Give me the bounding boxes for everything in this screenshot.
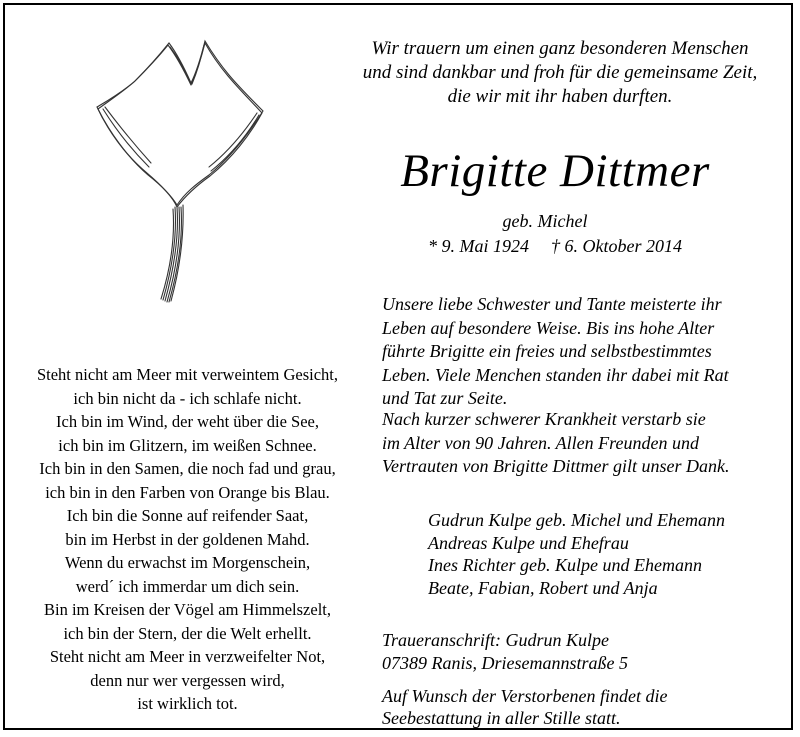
poem-line: denn nur wer vergessen wird, — [90, 670, 285, 690]
paragraph-line: Unsere liebe Schwester und Tante meisterte ihr — [382, 294, 722, 314]
paragraph-life — [382, 293, 729, 411]
life-dates — [345, 234, 765, 258]
death-date: † 6. Oktober 2014 — [551, 236, 682, 256]
family-list — [428, 509, 725, 599]
intro-line: und sind dankbar und froh für die gemeinsame Zeit, — [362, 62, 758, 83]
paragraph-line: Nach kurzer schwerer Krankheit verstarb sie — [382, 409, 706, 429]
birth-date: * 9. Mai 1924 — [428, 236, 529, 256]
poem-line: ich bin nicht da - ich schlafe nicht. — [73, 388, 302, 408]
mourning-address — [382, 629, 628, 675]
paragraph-line: und Tat zur Seite. — [382, 388, 508, 408]
address-line: 07389 Ranis, Driesemannstraße 5 — [382, 653, 628, 673]
poem — [10, 363, 365, 716]
paragraph-line: Leben. Viele Menchen standen ihr dabei mit Rat — [382, 364, 729, 385]
notice-line: Auf Wunsch der Verstorbenen findet die — [382, 686, 668, 706]
intro-line: die wir mit ihr haben durften. — [447, 86, 673, 107]
ginkgo-leaf-icon — [91, 25, 267, 305]
family-member: Gudrun Kulpe geb. Michel und Ehemann — [428, 510, 725, 530]
intro-line: Wir trauern um einen ganz besonderen Menschen — [371, 38, 749, 59]
poem-line: Ich bin im Wind, der weht über die See, — [56, 412, 319, 431]
poem-line: bin im Herbst in der goldenen Mahd. — [65, 529, 310, 549]
intro-text — [345, 37, 775, 109]
obituary-frame — [3, 3, 793, 730]
poem-line: ich bin in den Farben von Orange bis Blau. — [45, 482, 330, 502]
family-member: Ines Richter geb. Kulpe und Ehemann — [428, 555, 702, 575]
birth-name: geb. Michel — [502, 211, 588, 231]
poem-line: Steht nicht am Meer in verzweifelter Not, — [49, 647, 326, 666]
poem-line: Bin im Kreisen der Vögel am Himmelszelt, — [43, 600, 331, 619]
poem-line: Wenn du erwachst im Morgenschein, — [64, 553, 311, 572]
paragraph-line: Vertrauten von Brigitte Dittmer gilt unser Dank. — [382, 456, 730, 476]
paragraph-line: Leben auf besondere Weise. Bis ins hohe Alter — [382, 317, 715, 338]
poem-line: Ich bin die Sonne auf reifender Saat, — [66, 506, 309, 525]
family-member: Beate, Fabian, Robert und Anja — [428, 577, 658, 598]
notice-line: Seebestattung in aller Stille statt. — [382, 708, 621, 728]
poem-line: Ich bin in den Samen, die noch fad und grau, — [39, 459, 336, 478]
poem-line: ich bin im Glitzern, im weißen Schnee. — [58, 435, 317, 455]
poem-line: ist wirklich tot. — [137, 694, 238, 713]
poem-line: Steht nicht am Meer mit verweintem Gesicht, — [36, 365, 339, 384]
burial-notice — [382, 685, 667, 729]
poem-line: ich bin der Stern, der die Welt erhellt. — [63, 623, 312, 643]
poem-line: werd´ ich immerdar um dich sein. — [75, 576, 300, 596]
family-member: Andreas Kulpe und Ehefrau — [428, 532, 629, 553]
address-line: Traueranschrift: Gudrun Kulpe — [382, 630, 610, 650]
paragraph-line: führte Brigitte ein freies und selbstbestimmtes — [382, 341, 712, 361]
paragraph-death — [382, 408, 729, 479]
paragraph-line: im Alter von 90 Jahren. Allen Freunden und — [382, 432, 699, 453]
deceased-name: Brigitte Dittmer — [400, 145, 710, 197]
